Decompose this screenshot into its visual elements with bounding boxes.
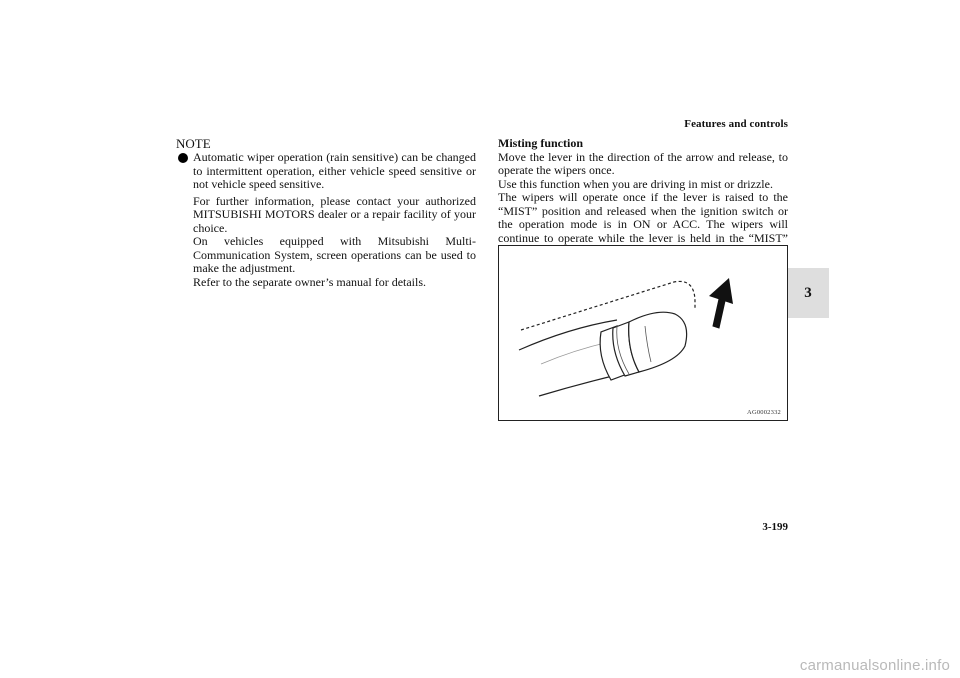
watermark[interactable]: carmanualsonline.info [799, 657, 950, 674]
figure-code: AG0002332 [747, 409, 781, 416]
bullet-icon [178, 153, 188, 163]
note-paragraph: Refer to the separate owner’s manual for details. [193, 274, 427, 289]
misting-paragraph: Move the lever in the direction of the arrow and release, to operate the wipers once. [498, 149, 788, 177]
misting-paragraph: Use this function when you are driving in mist or drizzle. [498, 176, 773, 191]
note-title: NOTE [176, 136, 211, 151]
chapter-tab[interactable] [787, 268, 829, 318]
note-column [176, 137, 476, 289]
note-bullet-text: Automatic wiper operation (rain sensitive) can be changed to intermittent operation, either vehicle speed sensitive or not vehicle speed sensitive. [193, 150, 476, 191]
misting-title: Misting function [498, 136, 584, 150]
section-header: Features and controls [684, 118, 788, 130]
wiper-lever-illustration [499, 246, 789, 422]
misting-paragraph: The wipers will operate once if the lever is raised to the “MIST” position and released when the ignition switch or the operation mode is in ON or ACC. The wipers will continue to operate while the lever is held in the “MIST” [498, 190, 788, 245]
note-bullet-item [176, 151, 476, 289]
note-paragraph: For further information, please contact your authorized MITSUBISHI MOTORS dealer or a repair facility of your choice. [193, 193, 476, 235]
page-number: 3-199 [762, 521, 788, 533]
misting-column [498, 137, 788, 259]
chapter-number: 3 [804, 284, 812, 301]
note-paragraph: On vehicles equipped with Mitsubishi Multi-Communication System, screen operations can be used to make the adjustment. [193, 234, 476, 275]
wiper-lever-figure [498, 245, 788, 421]
